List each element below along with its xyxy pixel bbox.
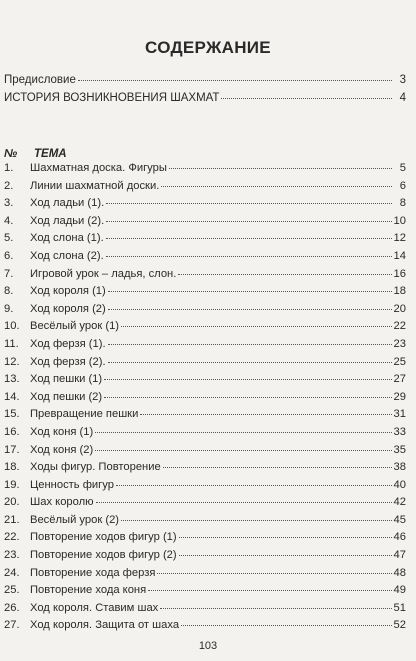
toc-entry [4, 567, 406, 585]
toc-entry [4, 496, 406, 514]
entry-page: 31 [393, 408, 406, 421]
dot-leader [169, 167, 392, 169]
toc-entry [4, 285, 406, 303]
entry-title: Шахматная доска. Фигуры [30, 162, 167, 174]
entry-number: 26. [4, 601, 20, 614]
toc-entry [4, 338, 406, 356]
entry-title: Весёлый урок (2) [30, 513, 120, 526]
toc-entry [4, 391, 406, 409]
toc-entry [4, 444, 406, 462]
dot-leader [163, 466, 392, 468]
entry-number: 22. [4, 531, 20, 544]
dot-leader [106, 202, 392, 204]
entry-number: 8. [4, 285, 14, 298]
entry-number: 1. [4, 162, 14, 174]
entry-number: 27. [4, 619, 20, 632]
entry-title: Весёлый урок (1) [30, 320, 120, 333]
dot-leader [104, 396, 391, 398]
toc-entry [4, 180, 406, 198]
entry-page: 27 [393, 373, 406, 386]
entry-page: 46 [393, 531, 406, 544]
toc-entry [4, 514, 406, 532]
dot-leader [106, 255, 392, 257]
entry-page: 42 [393, 496, 406, 509]
dot-leader [95, 449, 391, 451]
toc-header [4, 148, 67, 160]
dot-leader [78, 79, 392, 81]
dot-leader [116, 484, 392, 486]
entry-page: 40 [393, 478, 406, 491]
entry-page: 49 [393, 584, 406, 597]
dot-leader [179, 536, 392, 538]
entry-number: 14. [4, 390, 20, 403]
dot-leader [121, 325, 392, 327]
entry-page: 18 [393, 285, 406, 298]
entry-title: Ход пешки (1) [30, 373, 103, 386]
toc-entry [4, 215, 406, 233]
entry-page: 29 [393, 390, 406, 403]
entry-number: 5. [4, 232, 14, 245]
entry-number: 24. [4, 566, 20, 579]
toc-entry [4, 602, 406, 620]
toc-entry [4, 619, 406, 637]
toc-entry [4, 268, 406, 286]
entry-number: 12. [4, 355, 20, 368]
entry-title: Ход ферзя (2). [30, 355, 106, 368]
entry-page: 33 [393, 425, 406, 438]
entry-page: 23 [393, 337, 406, 350]
entry-page: 12 [393, 232, 406, 245]
entry-title: Ход ладьи (1). [30, 197, 105, 210]
entry-page: 20 [393, 302, 406, 315]
entry-title: Ход слона (2). [30, 249, 104, 262]
toc-list [4, 162, 406, 637]
entry-title: Ход пешки (2) [30, 390, 103, 403]
toc-entry [4, 373, 406, 391]
entry-title: Повторение хода ферзя [30, 566, 156, 579]
entry-page: 45 [393, 513, 406, 526]
entry-title: Ценность фигур [30, 478, 114, 491]
dot-leader [96, 501, 392, 503]
entry-title: Ходы фигур. Повторение [30, 461, 161, 474]
entry-number: 10. [4, 320, 20, 333]
entry-number: 11. [4, 337, 19, 350]
dot-leader [108, 343, 392, 345]
entry-number: 4. [4, 214, 14, 227]
dot-leader [104, 378, 391, 380]
entry-title: Шах королю [30, 496, 94, 509]
dot-leader [106, 220, 391, 222]
dot-leader [108, 361, 392, 363]
entry-title: Повторение ходов фигур (1) [30, 531, 177, 544]
entry-page: 51 [393, 601, 406, 614]
entry-page: 35 [393, 443, 406, 456]
entry-page: 14 [393, 249, 406, 262]
toc-entry [4, 408, 406, 426]
entry-number: 9. [4, 302, 14, 315]
entry-title: Ход коня (2) [30, 443, 94, 456]
entry-title: Линии шахматной доски. [30, 179, 160, 192]
dot-leader [160, 607, 391, 609]
entry-title: Игровой урок – ладья, слон. [30, 267, 177, 280]
entry-number: 7. [4, 267, 14, 280]
page-number: 103 [198, 640, 218, 652]
dot-leader [121, 519, 392, 521]
entry-number: 23. [4, 549, 20, 562]
dot-leader [221, 97, 392, 99]
entry-title: Превращение пешки [30, 408, 139, 421]
entry-number: 16. [4, 425, 20, 438]
dot-leader [95, 431, 391, 433]
entry-number: 18. [4, 461, 20, 474]
entry-number: 3. [4, 197, 14, 210]
entry-page: 25 [393, 355, 406, 368]
entry-page: 5 [399, 162, 406, 174]
entry-page: 16 [393, 267, 406, 280]
toc-entry [4, 461, 406, 479]
preface-label: Предисловие [4, 74, 76, 86]
entry-title: Ход коня (1) [30, 425, 94, 438]
entry-number: 20. [4, 496, 20, 509]
toc-entry [4, 584, 406, 602]
entry-title: Ход короля. Защита от шаха [30, 619, 180, 632]
entry-title: Ход слона (1). [30, 232, 104, 245]
dot-leader [108, 290, 392, 292]
dot-leader [108, 308, 392, 310]
toc-entry [4, 250, 406, 268]
toc-entry [4, 232, 406, 250]
preface-item [4, 92, 406, 110]
toc-header-num: № [4, 148, 18, 160]
dot-leader [178, 273, 391, 275]
preface-label: ИСТОРИЯ ВОЗНИКНОВЕНИЯ ШАХМАТ [4, 92, 220, 104]
preface-item [4, 74, 406, 92]
toc-entry [4, 531, 406, 549]
entry-title: Повторение ходов фигур (2) [30, 549, 177, 562]
entry-title: Ход короля (1) [30, 285, 106, 298]
toc-entry [4, 549, 406, 567]
toc-entry [4, 320, 406, 338]
entry-title: Повторение хода коня [30, 584, 147, 597]
entry-page: 10 [393, 214, 406, 227]
entry-number: 6. [4, 249, 14, 262]
preface-list [4, 74, 406, 110]
entry-page: 52 [393, 619, 406, 632]
toc-entry [4, 356, 406, 374]
entry-title: Ход ладьи (2). [30, 214, 105, 227]
entry-page: 47 [393, 549, 406, 562]
entry-page: 38 [393, 461, 406, 474]
dot-leader [179, 554, 392, 556]
toc-header-topic: ТЕМА [34, 148, 67, 160]
dot-leader [181, 624, 391, 626]
entry-number: 13. [4, 373, 20, 386]
entry-page: 22 [393, 320, 406, 333]
dot-leader [106, 237, 392, 239]
entry-number: 21. [4, 513, 20, 526]
entry-number: 2. [4, 179, 14, 192]
dot-leader [148, 589, 391, 591]
toc-entry [4, 426, 406, 444]
entry-number: 19. [4, 478, 20, 491]
toc-entry [4, 162, 406, 180]
page-title: СОДЕРЖАНИЕ [145, 38, 271, 57]
entry-page: 8 [399, 197, 406, 210]
entry-title: Ход ферзя (1). [30, 337, 106, 350]
entry-page: 48 [393, 566, 406, 579]
toc-entry [4, 197, 406, 215]
dot-leader [140, 413, 391, 415]
dot-leader [161, 185, 392, 187]
dot-leader [157, 572, 391, 574]
entry-title: Ход короля. Ставим шах [30, 601, 159, 614]
entry-number: 17. [4, 443, 20, 456]
entry-page: 6 [399, 179, 406, 192]
entry-number: 15. [4, 408, 20, 421]
preface-page: 4 [399, 92, 406, 104]
toc-entry [4, 479, 406, 497]
entry-title: Ход короля (2) [30, 302, 106, 315]
preface-page: 3 [399, 74, 406, 86]
entry-number: 25. [4, 584, 20, 597]
toc-entry [4, 303, 406, 321]
